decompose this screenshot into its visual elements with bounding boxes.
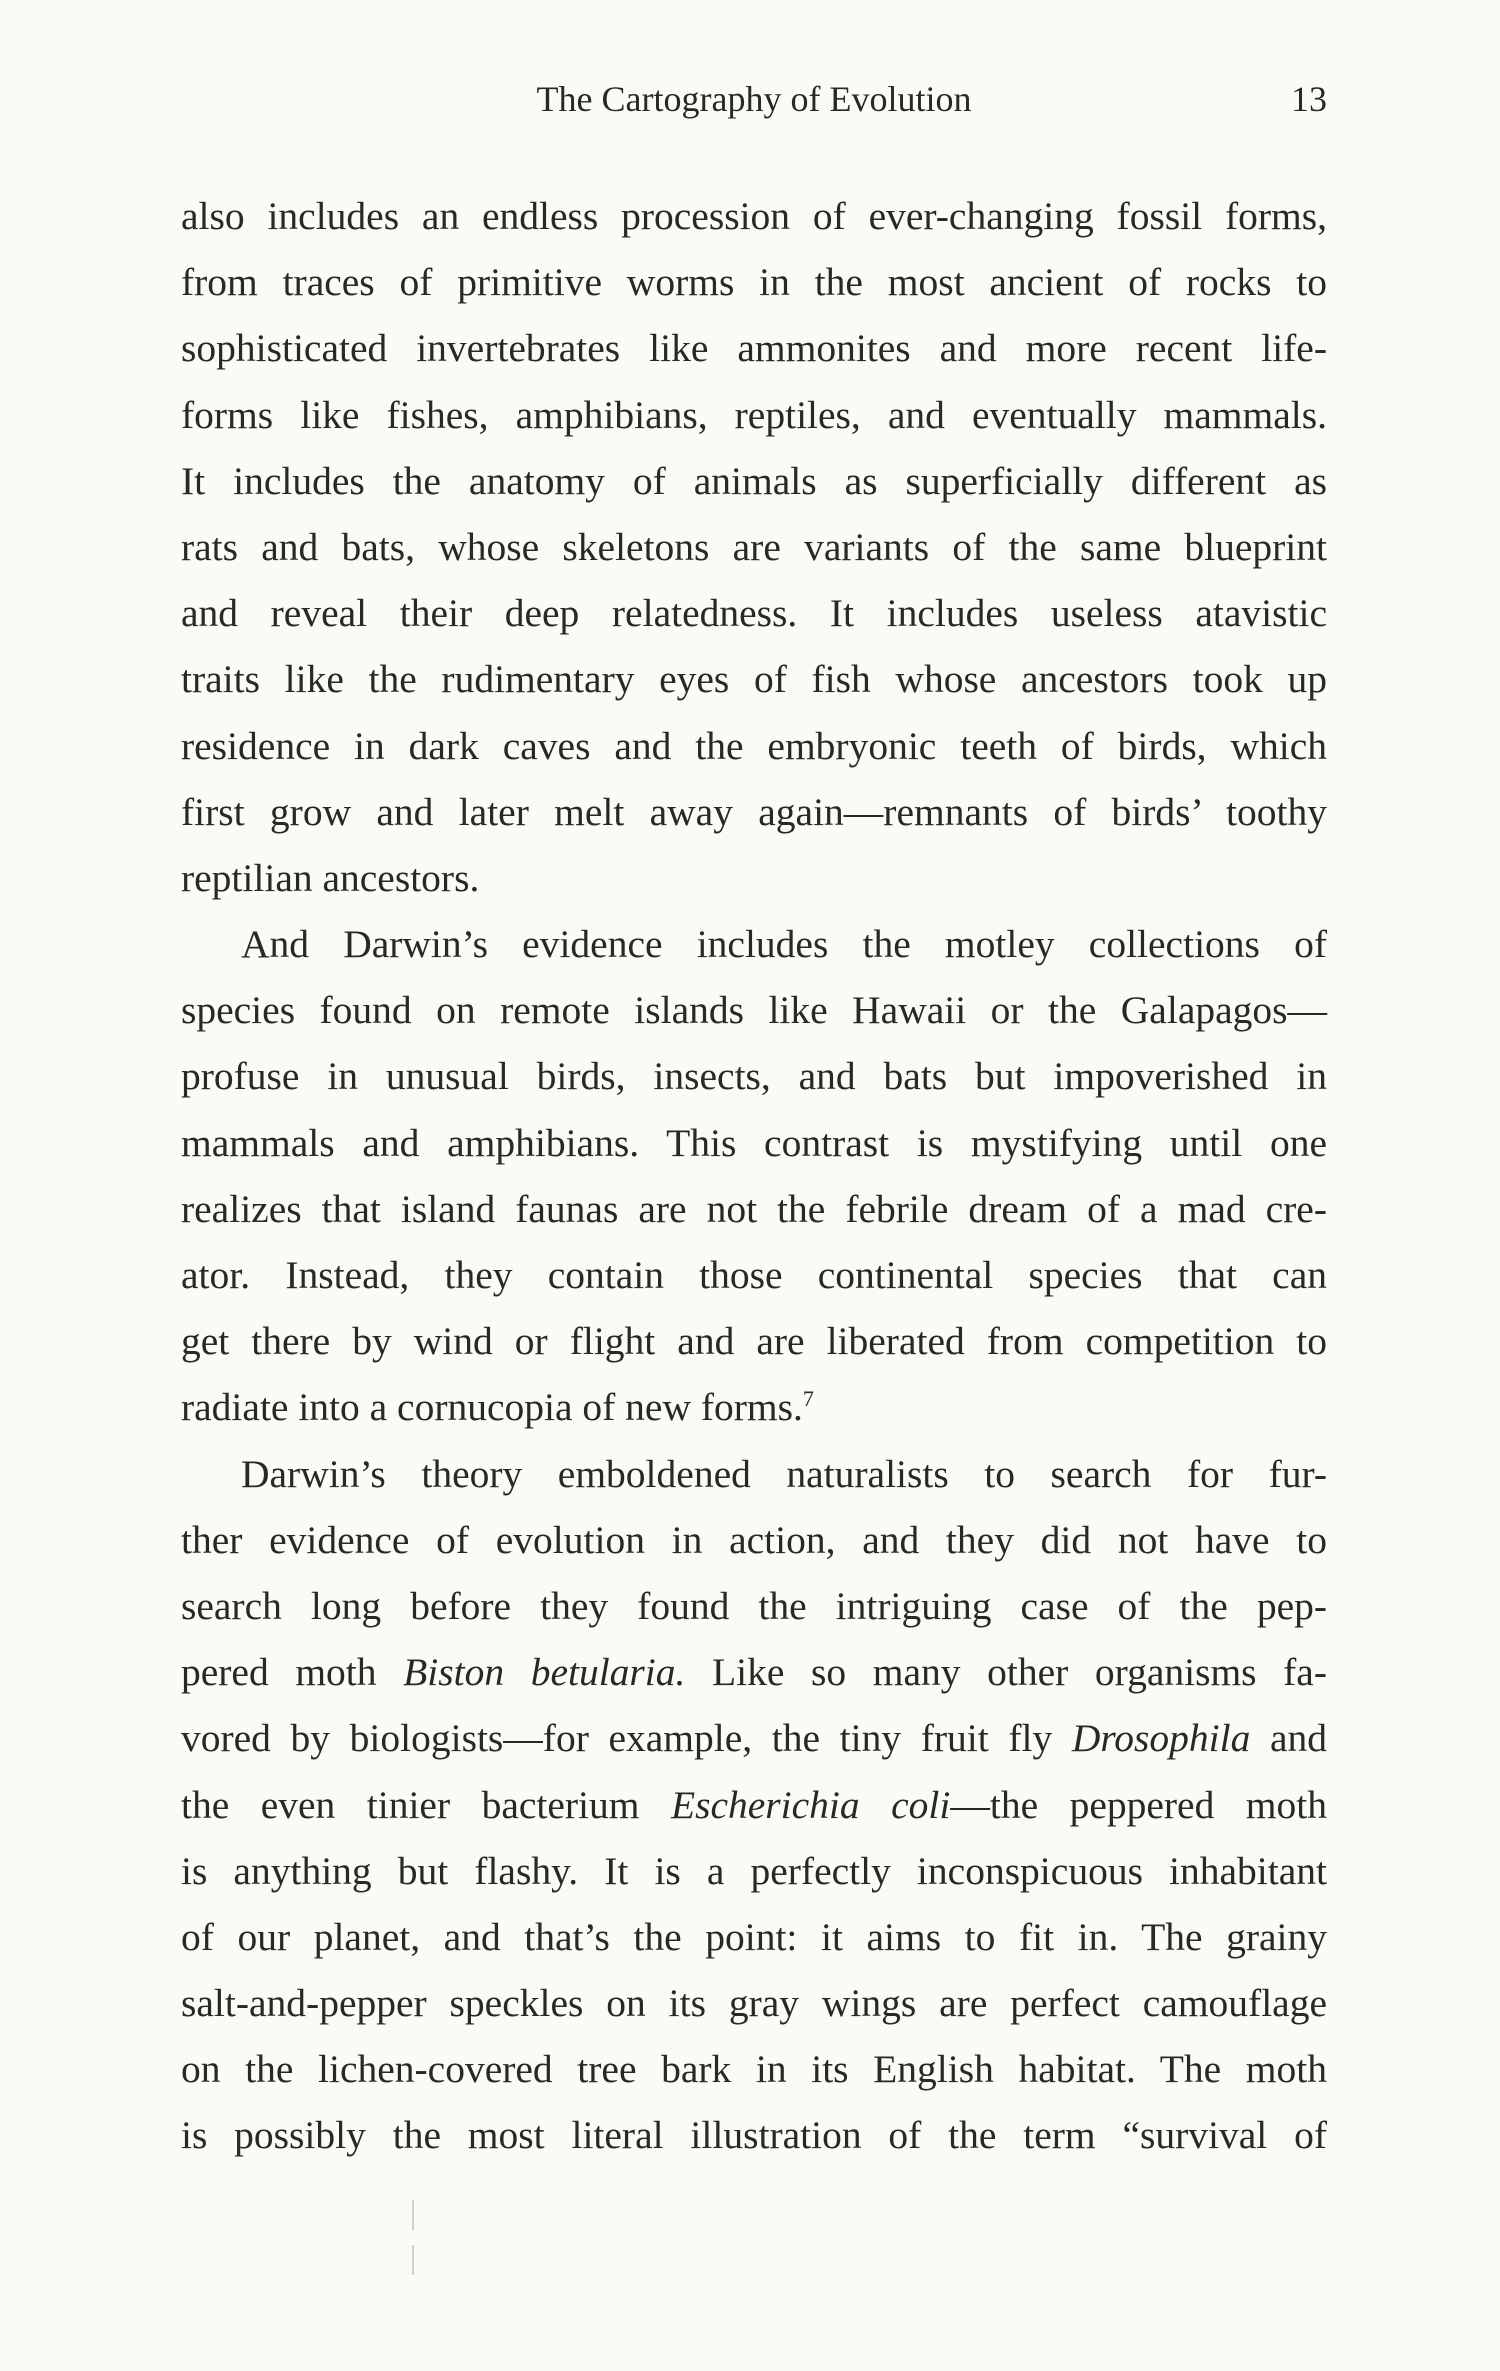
- text-span: on the lichen-covered tree bark in its English habitat. The moth: [181, 2047, 1327, 2092]
- text-span: get there by wind or flight and are liberated from competition to: [181, 1319, 1327, 1364]
- text-line: [181, 845, 1327, 911]
- italic-term: Escherichia coli: [670, 1782, 951, 1827]
- text-span: of our planet, and that’s the point: it aims to fit in. The grainy: [181, 1914, 1327, 1959]
- text-line: [181, 315, 1327, 381]
- text-span: salt-and-pepper speckles on its gray wings are perfect camouflage: [181, 1981, 1327, 2026]
- text-span: search long before they found the intriguing case of the pep-: [181, 1583, 1327, 1628]
- text-line: [181, 1838, 1327, 1904]
- text-span: —the peppered moth: [950, 1782, 1327, 1827]
- text-line: [181, 1308, 1327, 1374]
- text-span: first grow and later melt away again—remnants of birds’ toothy: [181, 789, 1327, 834]
- text-span: the even tinier bacterium: [181, 1782, 671, 1827]
- scan-artifact: [412, 2245, 414, 2275]
- text-line: [181, 448, 1327, 514]
- text-line: [181, 911, 1327, 977]
- text-line: [181, 2102, 1327, 2168]
- text-span: ator. Instead, they contain those continental species that can: [181, 1253, 1327, 1297]
- text-line: [181, 1110, 1327, 1176]
- italic-term: Biston betularia.: [403, 1650, 686, 1695]
- text-span: mammals and amphibians. This contrast is mystifying until one: [181, 1120, 1327, 1165]
- text-line: [181, 382, 1327, 448]
- body-text: [181, 183, 1327, 2169]
- text-line: [181, 1043, 1327, 1109]
- text-line: [181, 713, 1327, 779]
- text-span: ther evidence of evolution in action, and they did not have to: [181, 1517, 1327, 1562]
- text-line: [181, 646, 1327, 712]
- text-line: [181, 1242, 1327, 1308]
- text-line: [181, 1573, 1327, 1639]
- footnote-marker: 7: [802, 1386, 814, 1412]
- scan-artifact: [412, 2200, 414, 2230]
- text-span: And Darwin’s evidence includes the motley collections of: [241, 922, 1327, 967]
- text-span: from traces of primitive worms in the most ancient of rocks to: [181, 260, 1327, 305]
- text-line: [181, 1176, 1327, 1242]
- text-span: and reveal their deep relatedness. It includes useless atavistic: [181, 591, 1327, 636]
- text-span: profuse in unusual birds, insects, and bats but impoverished in: [181, 1054, 1327, 1099]
- text-line: [181, 183, 1327, 249]
- text-span: Like so many other organisms fa-: [685, 1650, 1327, 1695]
- text-span: is possibly the most literal illustration of the term “survival of: [181, 2113, 1327, 2158]
- text-line: [181, 1441, 1327, 1507]
- text-line: [181, 580, 1327, 646]
- text-line: [181, 2036, 1327, 2102]
- text-line: [181, 1705, 1327, 1771]
- text-line: [181, 1904, 1327, 1970]
- running-head: [181, 78, 1327, 128]
- running-title: The Cartography of Evolution: [536, 79, 972, 119]
- text-span: is anything but flashy. It is a perfectly inconspicuous inhabitant: [181, 1848, 1327, 1893]
- text-span: It includes the anatomy of animals as superficially different as: [181, 458, 1327, 503]
- text-line: [181, 249, 1327, 315]
- text-line: [181, 1772, 1327, 1838]
- text-span: species found on remote islands like Hawaii or the Galapagos—: [181, 988, 1327, 1033]
- text-span: traits like the rudimentary eyes of fish whose ancestors took up: [181, 657, 1327, 702]
- text-span: vored by biologists—for example, the tiny fruit fly: [181, 1716, 1072, 1761]
- text-line: [181, 1639, 1327, 1705]
- text-span: sophisticated invertebrates like ammonites and more recent life-: [181, 326, 1327, 371]
- text-line: [181, 1507, 1327, 1573]
- text-span: pered moth: [181, 1650, 404, 1695]
- text-span: also includes an endless procession of ever-changing fossil forms,: [181, 194, 1327, 238]
- italic-term: Drosophila: [1071, 1716, 1251, 1761]
- text-line: [181, 977, 1327, 1043]
- text-span: residence in dark caves and the embryonic teeth of birds, which: [181, 723, 1327, 768]
- text-line: [181, 514, 1327, 580]
- text-span: realizes that island faunas are not the febrile dream of a mad cre-: [181, 1186, 1327, 1231]
- text-span: forms like fishes, amphibians, reptiles, and eventually mammals.: [181, 392, 1327, 437]
- text-span: radiate into a cornucopia of new forms.: [181, 1385, 803, 1430]
- text-line: [181, 1374, 1327, 1440]
- text-span: reptilian ancestors.: [181, 855, 480, 900]
- text-span: rats and bats, whose skeletons are variants of the same blueprint: [181, 524, 1327, 569]
- text-span: and: [1250, 1716, 1327, 1761]
- text-line: [181, 779, 1327, 845]
- text-line: [181, 1970, 1327, 2036]
- text-span: Darwin’s theory emboldened naturalists to search for fur-: [241, 1451, 1327, 1496]
- page-number: 13: [1291, 79, 1327, 119]
